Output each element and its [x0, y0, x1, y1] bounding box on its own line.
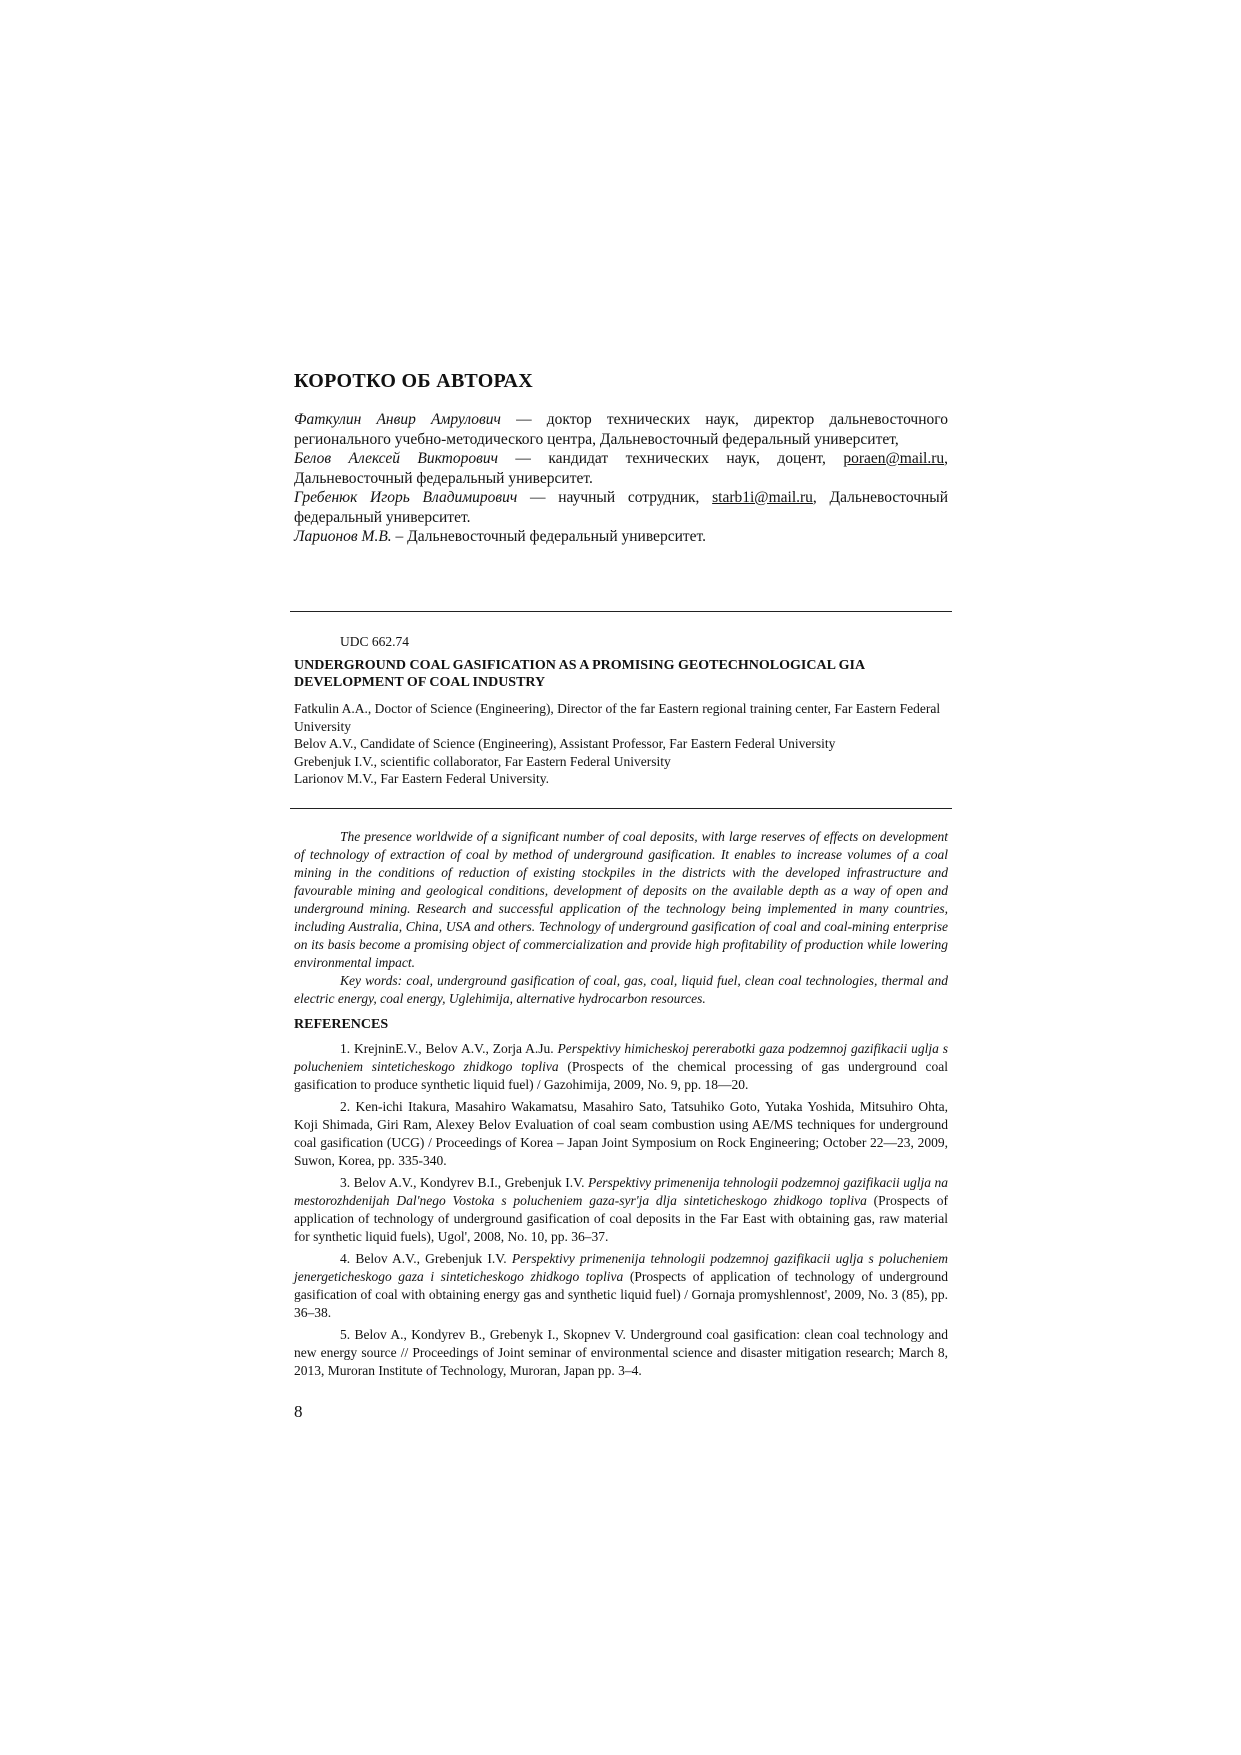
page-number: 8 — [294, 1402, 303, 1421]
author-name: Фаткулин Анвир Амрулович — [294, 411, 501, 428]
author-email-link[interactable]: poraen@mail.ru — [843, 450, 945, 467]
author-entry — [294, 449, 948, 488]
english-author-entry: Fatkulin A.A., Doctor of Science (Engineering), Director of the far Eastern regional training center, Far Eastern Federal University — [294, 701, 941, 734]
reference-text: 5. Belov A., Kondyrev B., Grebenyk I., Skopnev V. Underground coal gasification: clean coal technology and new energy source // Proceedings of Joint seminar of environmental science and disaster mitigation research; March 8, 2013, Muroran Institute of Technology, Muroran, Japan pp. 3–4. — [294, 1327, 948, 1378]
authors-section-title: КОРОТКО ОБ АВТОРАХ — [294, 370, 533, 392]
author-details: — доктор технических наук, директор дальневосточного регионального учебно-методического центра, Дальневосточный федеральный университет, — [294, 411, 948, 448]
author-details: — научный сотрудник, — [517, 489, 713, 506]
references-heading: REFERENCES — [294, 1017, 389, 1032]
keywords: Key words: coal, underground gasification of coal, gas, coal, liquid fuel, clean coal technologies, thermal and electric energy, coal energy, Uglehimija, alternative hydrocarbon resources. — [294, 973, 948, 1006]
reference-item — [294, 1326, 948, 1380]
divider-top — [290, 611, 952, 612]
english-authors-list — [294, 700, 948, 788]
reference-authors: 1. KrejninE.V., Belov A.V., Zorja A.Ju. — [340, 1041, 558, 1056]
reference-source: (Prospects of application of technology of underground gasification of coal with obtaining energy gas and synthetic liquid fuel) / Gornaja promyshlennost', 2009, No. 3 (85), pp. 36–38. — [294, 1269, 949, 1320]
reference-title: Perspektivy primenenija tehnologii podzemnoj gazifikacii uglja na mestorozhdenijah Dal'nego Vostoka s polucheniem gaza-syr'ja dlja sinteticheskogo zhidkogo topliva — [294, 1175, 948, 1208]
reference-authors: 4. Belov A.V., Grebenjuk I.V. — [340, 1251, 512, 1266]
reference-text: 2. Ken-ichi Itakura, Masahiro Wakamatsu, Masahiro Sato, Tatsuhiko Goto, Yutaka Yoshida, Mitsuhiro Ohta, Koji Shimada, Giri Ram, Alexey Belov Evaluation of coal seam combustion using AE/MS techniques for underground coal gasification (UCG) / Proceedings of Korea – Japan Joint Symposium on Rock Engineering; October 22—23, 2009, Suwon, Korea, pp. 335-340. — [294, 1099, 948, 1168]
author-email-link[interactable]: starb1i@mail.ru — [712, 489, 813, 506]
reference-item — [294, 1040, 948, 1094]
references-list — [294, 1040, 948, 1384]
author-name: Белов Алексей Викторович — [294, 450, 498, 467]
reference-title: Perspektivy primenenija tehnologii podzemnoj gazifikacii uglja s polucheniem jenergeticheskogo gaza i sinteticheskogo zhidkogo topliva — [294, 1251, 948, 1284]
author-details: – Дальневосточный федеральный университет. — [391, 528, 707, 545]
abstract-text: The presence worldwide of a significant number of coal deposits, with large reserves of effects on development of technology of extraction of coal by method of underground gasification. It enables to increase volumes of a coal mining in the conditions of reduction of existing stockpiles in the districts with the developed infrastructure and favourable mining and geological conditions, development of deposits on the available depth as a way of open and underground mining. Research and successful application of the technology being implemented in many countries, including Australia, China, USA and others. Technology of underground gasification of coal and coal-mining enterprise on its basis become a promising object of commercialization and provide high profitability of production while lowering environmental impact. — [294, 829, 948, 970]
reference-source: (Prospects of application of technology of underground gasification of coal deposits in the Far East with obtaining gas, raw material for synthetic liquid fuels), Ugol', 2008, No. 10, pp. 36–37. — [294, 1193, 948, 1244]
english-author-entry: Belov A.V., Candidate of Science (Engineering), Assistant Professor, Far Eastern Federal University — [294, 736, 836, 751]
author-entry — [294, 527, 948, 547]
author-affiliation: , Дальневосточный федеральный университет. — [294, 450, 948, 487]
reference-title: Perspektivy himicheskoj pererabotki gaza podzemnoj gazifikacii uglja s polucheniem sinteticheskogo zhidkogo topliva — [294, 1041, 948, 1074]
english-author-entry: Grebenjuk I.V., scientific collaborator, Far Eastern Federal University — [294, 753, 671, 769]
author-name: Гребенюк Игорь Владимирович — [294, 489, 518, 506]
author-entry — [294, 410, 948, 449]
author-entry — [294, 488, 948, 527]
article-title: UNDERGROUND COAL GASIFICATION AS A PROMISING GEOTECHNOLOGICAL GIA DEVELOPMENT OF COAL INDUSTRY — [294, 658, 865, 690]
divider-bottom — [290, 808, 952, 809]
reference-item — [294, 1098, 948, 1170]
reference-item — [294, 1250, 948, 1322]
udc-code: UDC 662.74 — [340, 634, 410, 649]
author-affiliation: , Дальневосточный федеральный университет. — [294, 489, 949, 526]
authors-list — [294, 410, 948, 547]
reference-source: (Prospects of the chemical processing of gas underground coal gasification to produce synthetic liquid fuel) / Gazohimija, 2009, No. 9, pp. 18—20. — [294, 1059, 948, 1092]
abstract — [294, 828, 948, 1008]
english-author-entry: Larionov M.V., Far Eastern Federal University. — [294, 771, 549, 786]
reference-item — [294, 1174, 948, 1246]
reference-authors: 3. Belov A.V., Kondyrev B.I., Grebenjuk I.V. — [340, 1175, 588, 1190]
author-name: Ларионов М.В. — [294, 528, 392, 545]
author-details: — кандидат технических наук, доцент, — [497, 450, 844, 467]
